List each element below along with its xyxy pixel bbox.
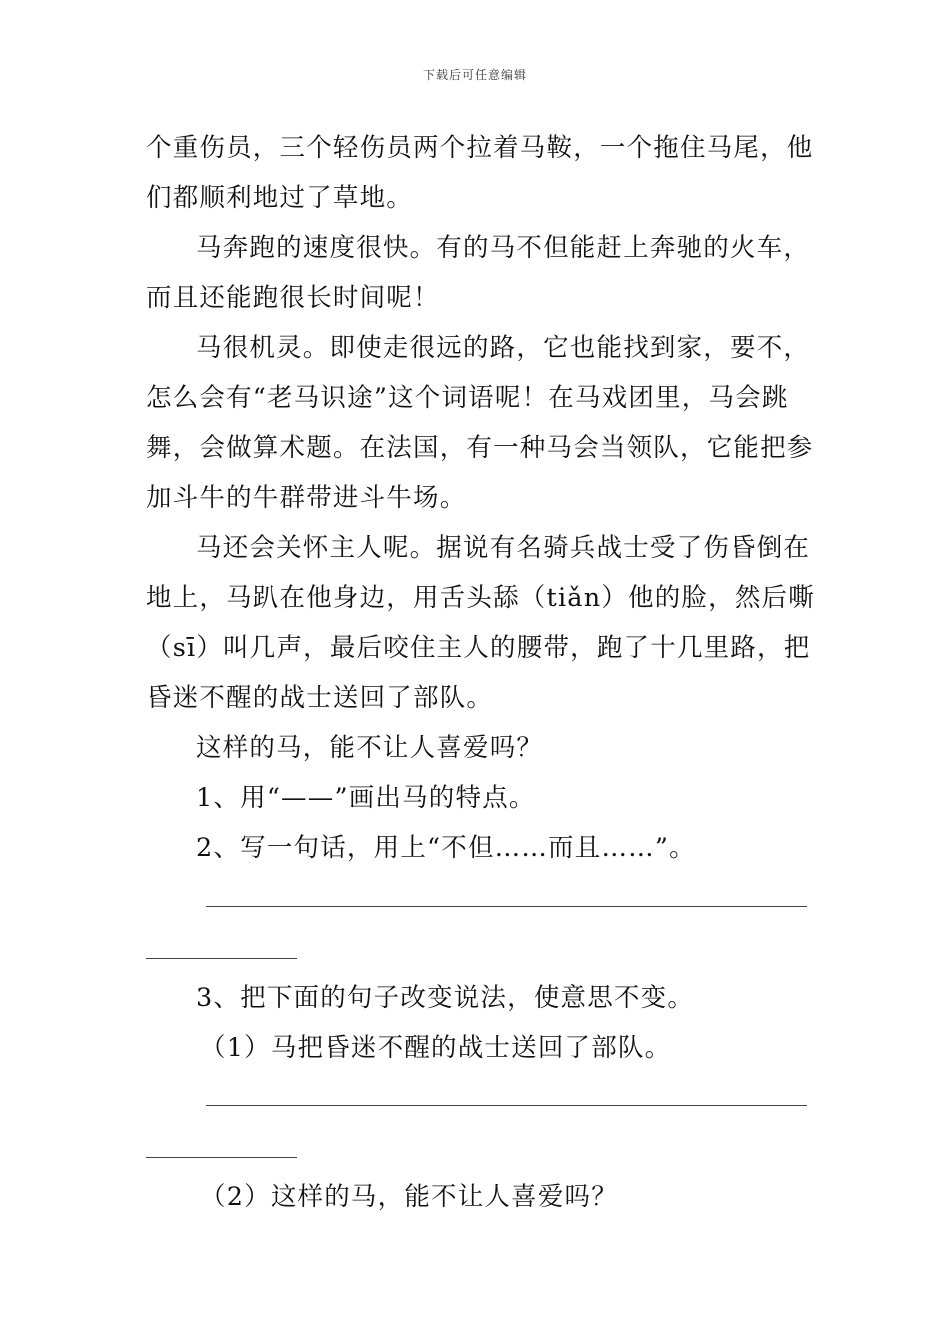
text-line: 地上，马趴在他身边，用舌头舔（tiǎn）他的脸，然后嘶 [146,583,815,613]
text-line: 个重伤员，三个轻伤员两个拉着马鞍，一个拖住马尾，他 [146,133,814,163]
question-2: 2、写一句话，用上“不但……而且……”。 [196,833,696,863]
answer-line[interactable] [206,906,807,907]
text-line: 们都顺利地过了草地。 [146,183,414,213]
text-line: 昏迷不醒的战士送回了部队。 [146,683,494,713]
answer-line[interactable] [206,1105,807,1106]
text-line: 而且还能跑很长时间呢！ [146,283,440,313]
paragraph-start: 这样的马，能不让人喜爱吗？ [196,733,544,763]
question-3-2: （2）这样的马，能不让人喜爱吗？ [200,1182,618,1212]
paragraph-start: 马奔跑的速度很快。有的马不但能赶上奔驰的火车， [196,233,811,263]
text-line: 加斗牛的牛群带进斗牛场。 [146,483,467,513]
text-line: （sī）叫几声，最后咬住主人的腰带，跑了十几里路，把 [146,633,811,663]
paragraph-start: 马还会关怀主人呢。据说有名骑兵战士受了伤昏倒在 [196,533,811,563]
question-3-1: （1）马把昏迷不醒的战士送回了部队。 [200,1033,672,1063]
text-line: 舞，会做算术题。在法国，有一种马会当领队，它能把参 [146,433,814,463]
text-line: 怎么会有“老马识途”这个词语呢！在马戏团里，马会跳 [146,383,789,413]
answer-line[interactable] [146,958,297,959]
question-1: 1、用“——”画出马的特点。 [196,783,536,813]
paragraph-start: 马很机灵。即使走很远的路，它也能找到家，要不， [196,333,811,363]
answer-line[interactable] [146,1157,297,1158]
question-3: 3、把下面的句子改变说法，使意思不变。 [196,983,695,1013]
page-header: 下载后可任意编辑 [422,68,527,82]
